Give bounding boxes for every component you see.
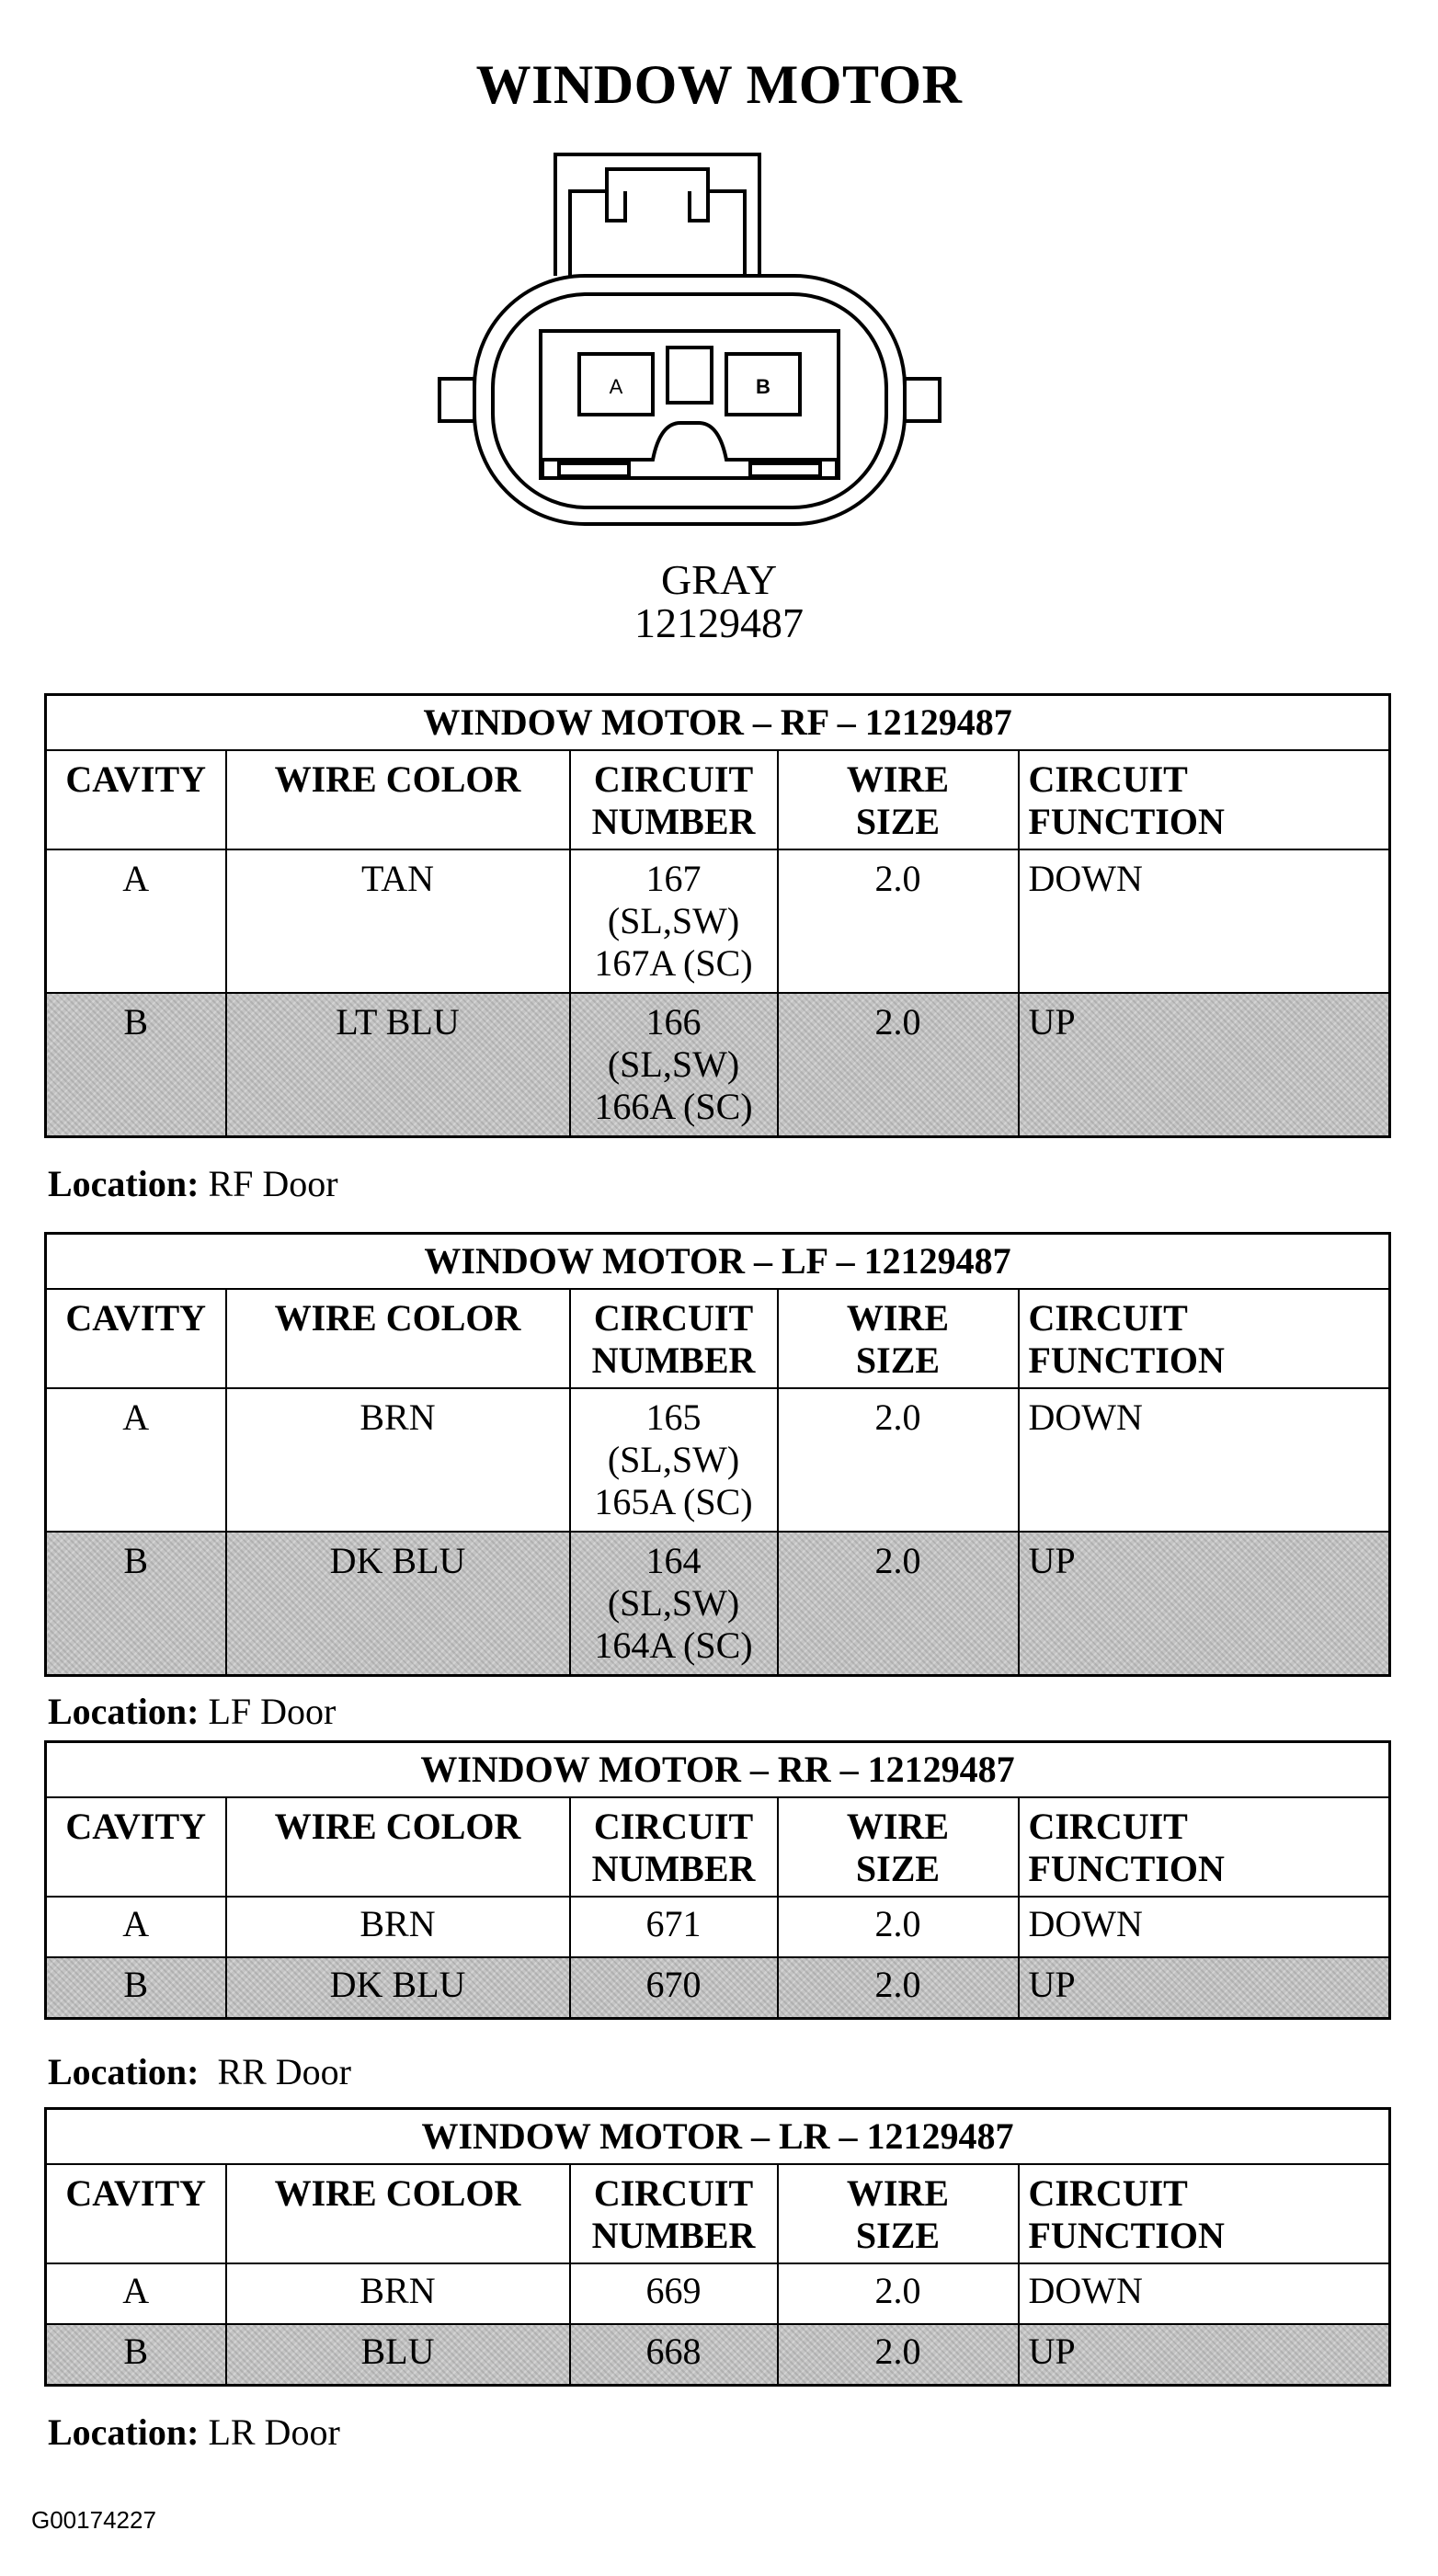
location-value: LR Door xyxy=(199,2411,340,2453)
table-caption: WINDOW MOTOR – RR – 12129487 xyxy=(46,1742,1390,1798)
col-header-wire-color: WIRE COLOR xyxy=(226,750,570,849)
circuit-function-cell: UP xyxy=(1019,1532,1390,1675)
col-header-cavity: CAVITY xyxy=(46,1797,226,1897)
col-header-wire-size: WIRE SIZE xyxy=(778,2164,1019,2263)
figure-id: G00174227 xyxy=(31,2506,156,2534)
wire-color-cell: BLU xyxy=(226,2324,570,2385)
circuit-number-cell: 668 xyxy=(570,2324,778,2385)
circuit-number-cell: 165 (SL,SW) 165A (SC) xyxy=(570,1388,778,1532)
table-row xyxy=(46,993,1390,1136)
pinout-table xyxy=(44,2107,1391,2387)
circuit-number-cell: 669 xyxy=(570,2263,778,2324)
circuit-number-cell: 164 (SL,SW) 164A (SC) xyxy=(570,1532,778,1675)
circuit-function-cell: UP xyxy=(1019,993,1390,1136)
wire-color-cell: BRN xyxy=(226,2263,570,2324)
location-note xyxy=(48,2411,340,2453)
location-label: Location: xyxy=(48,2411,200,2453)
location-value: RR Door xyxy=(199,2051,352,2092)
col-header-wire-size: WIRE SIZE xyxy=(778,750,1019,849)
circuit-function-cell: DOWN xyxy=(1019,1388,1390,1532)
wire-color-cell: DK BLU xyxy=(226,1532,570,1675)
col-header-circuit-number: CIRCUIT NUMBER xyxy=(570,1289,778,1388)
table-row xyxy=(46,2263,1390,2324)
page-title: WINDOW MOTOR xyxy=(475,54,963,115)
col-header-circuit-number: CIRCUIT NUMBER xyxy=(570,1797,778,1897)
col-header-cavity: CAVITY xyxy=(46,2164,226,2263)
location-value: LF Door xyxy=(199,1691,337,1732)
wire-color-cell: TAN xyxy=(226,849,570,993)
circuit-number-cell: 166 (SL,SW) 166A (SC) xyxy=(570,993,778,1136)
wire-size-cell: 2.0 xyxy=(778,993,1019,1136)
wire-size-cell: 2.0 xyxy=(778,1532,1019,1675)
pinout-table xyxy=(44,1740,1391,2020)
table-caption: WINDOW MOTOR – RF – 12129487 xyxy=(46,695,1390,751)
wire-size-cell: 2.0 xyxy=(778,849,1019,993)
wire-size-cell: 2.0 xyxy=(778,2324,1019,2385)
location-value: RF Door xyxy=(199,1163,338,1204)
cavity-cell: B xyxy=(46,1957,226,2018)
wire-size-cell: 2.0 xyxy=(778,2263,1019,2324)
location-note xyxy=(48,1163,338,1204)
connector-color: GRAY xyxy=(660,556,778,603)
table-row xyxy=(46,1897,1390,1957)
cavity-cell: B xyxy=(46,2324,226,2385)
table-row xyxy=(46,849,1390,993)
wire-color-cell: DK BLU xyxy=(226,1957,570,2018)
col-header-cavity: CAVITY xyxy=(46,750,226,849)
location-label: Location: xyxy=(48,1691,200,1732)
connector-part-number: 12129487 xyxy=(634,599,804,646)
connector-diagram xyxy=(432,147,947,552)
table-caption: WINDOW MOTOR – LR – 12129487 xyxy=(46,2109,1390,2165)
circuit-function-cell: DOWN xyxy=(1019,1897,1390,1957)
col-header-cavity: CAVITY xyxy=(46,1289,226,1388)
circuit-function-cell: DOWN xyxy=(1019,2263,1390,2324)
circuit-number-cell: 670 xyxy=(570,1957,778,2018)
pin-b-label: B xyxy=(756,375,770,398)
circuit-function-cell: UP xyxy=(1019,2324,1390,2385)
col-header-wire-color: WIRE COLOR xyxy=(226,2164,570,2263)
col-header-wire-size: WIRE SIZE xyxy=(778,1797,1019,1897)
cavity-cell: A xyxy=(46,849,226,993)
col-header-circuit-function: CIRCUIT FUNCTION xyxy=(1019,750,1390,849)
cavity-cell: A xyxy=(46,1897,226,1957)
col-header-circuit-function: CIRCUIT FUNCTION xyxy=(1019,2164,1390,2263)
circuit-number-cell: 167 (SL,SW) 167A (SC) xyxy=(570,849,778,993)
wire-color-cell: BRN xyxy=(226,1388,570,1532)
pin-a-label: A xyxy=(609,375,623,398)
col-header-circuit-function: CIRCUIT FUNCTION xyxy=(1019,1289,1390,1388)
wire-color-cell: BRN xyxy=(226,1897,570,1957)
location-label: Location: xyxy=(48,1163,200,1204)
cavity-cell: B xyxy=(46,1532,226,1675)
cavity-cell: A xyxy=(46,2263,226,2324)
wire-size-cell: 2.0 xyxy=(778,1388,1019,1532)
table-row xyxy=(46,1388,1390,1532)
col-header-circuit-number: CIRCUIT NUMBER xyxy=(570,750,778,849)
circuit-number-cell: 671 xyxy=(570,1897,778,1957)
col-header-wire-color: WIRE COLOR xyxy=(226,1797,570,1897)
table-row xyxy=(46,1532,1390,1675)
col-header-circuit-function: CIRCUIT FUNCTION xyxy=(1019,1797,1390,1897)
cavity-cell: B xyxy=(46,993,226,1136)
table-row xyxy=(46,1957,1390,2018)
pinout-table xyxy=(44,1232,1391,1677)
location-label: Location: xyxy=(48,2051,200,2092)
circuit-function-cell: DOWN xyxy=(1019,849,1390,993)
wire-size-cell: 2.0 xyxy=(778,1957,1019,2018)
wire-color-cell: LT BLU xyxy=(226,993,570,1136)
location-note xyxy=(48,1693,336,1730)
pinout-table xyxy=(44,693,1391,1138)
col-header-wire-color: WIRE COLOR xyxy=(226,1289,570,1388)
col-header-circuit-number: CIRCUIT NUMBER xyxy=(570,2164,778,2263)
circuit-function-cell: UP xyxy=(1019,1957,1390,2018)
cavity-cell: A xyxy=(46,1388,226,1532)
table-caption: WINDOW MOTOR – LF – 12129487 xyxy=(46,1234,1390,1290)
table-row xyxy=(46,2324,1390,2385)
col-header-wire-size: WIRE SIZE xyxy=(778,1289,1019,1388)
wire-size-cell: 2.0 xyxy=(778,1897,1019,1957)
location-note xyxy=(48,2051,352,2092)
